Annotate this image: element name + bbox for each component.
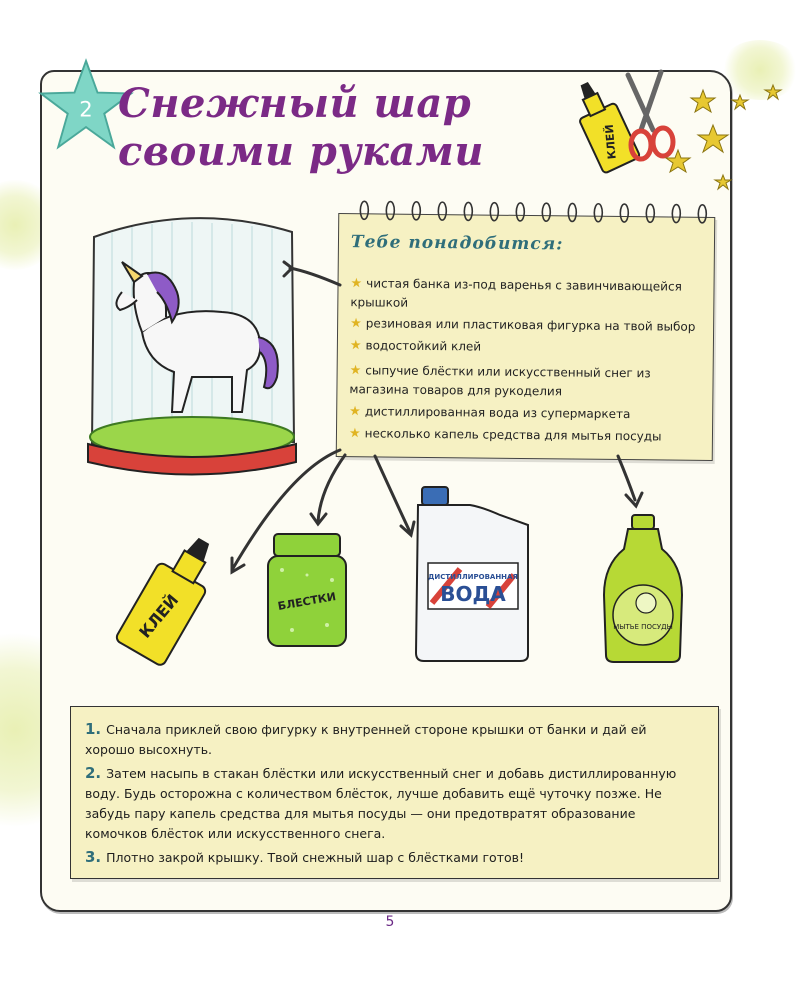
star-bullet-icon: ★: [350, 276, 363, 292]
star-bullet-icon: ★: [348, 426, 361, 442]
notebook-spiral-icon: [349, 200, 709, 226]
snow-globe-illustration: [82, 212, 322, 482]
detergent-label: МЫТЬЕ ПОСУДЫ: [613, 623, 673, 631]
glue-tube-illustration: [110, 535, 240, 670]
water-label: ВОДА: [440, 582, 506, 606]
instructions-box: [70, 706, 719, 879]
page-title: Снежный шар своими руками: [118, 80, 484, 175]
star-bullet-icon: ★: [349, 338, 362, 354]
instruction-step: 3. Плотно закрой крышку. Твой снежный шар с блёстками готов!: [85, 848, 525, 866]
instruction-step: 1. Сначала приклей свою фигурку к внутренней стороне крышки от банки и дай ей хорошо высохнуть.: [85, 720, 647, 757]
craft-decoration: [578, 70, 798, 220]
materials-item: ★ водостойкий клей: [349, 338, 482, 354]
instruction-step: 2. Затем насыпь в стакан блёстки или искусственный снег и добавь дистиллированную воду. Будь осторожна с количеством блёсток, лучше добавить ещё чуточку позже. Не забудь пару капель средства для мытья посуды — они предотвратят образование комочков блёсток или искусственного снега.: [85, 764, 677, 841]
water-bottle-illustration: [410, 485, 540, 665]
sparkle-stars-icon: [666, 85, 781, 189]
materials-note: [336, 213, 716, 461]
materials-item: ★ резиновая или пластиковая фигурка на твой выбор: [350, 316, 696, 334]
water-label-small: ДИСТИЛЛИРОВАННАЯ: [428, 573, 518, 581]
star-bullet-icon: ★: [349, 363, 362, 379]
glitter-jar-illustration: [262, 530, 352, 650]
page-number: 5: [385, 914, 395, 930]
materials-item: ★ сыпучие блёстки или искусственный снег из магазина товаров для рукоделия: [349, 363, 651, 399]
badge-number: 2: [79, 96, 93, 122]
materials-heading: Тебе понадобится:: [350, 232, 564, 255]
small-glue-tube-icon: [566, 75, 640, 173]
materials-item: ★ дистиллированная вода из супермаркета: [349, 404, 631, 422]
detergent-bottle-illustration: [598, 515, 688, 665]
materials-item: ★ несколько капель средства для мытья посуды: [348, 426, 662, 444]
glitter-label: БЛЕСТКИ: [276, 590, 338, 614]
materials-item: ★ чистая банка из-под варенья с завинчивающейся крышкой: [350, 276, 682, 310]
svg-text:КЛЕЙ: КЛЕЙ: [602, 123, 619, 160]
star-bullet-icon: ★: [350, 316, 362, 332]
star-bullet-icon: ★: [349, 404, 361, 420]
glue-label: КЛЕЙ: [135, 590, 183, 642]
